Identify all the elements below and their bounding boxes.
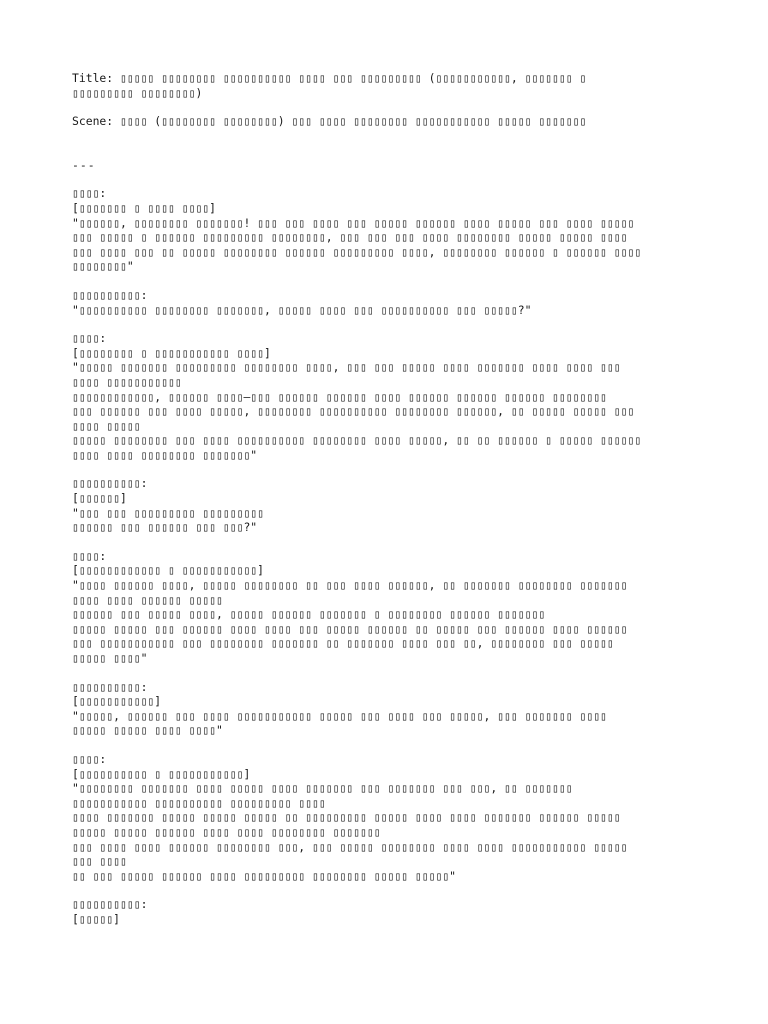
- dialogue-line: "▯▯▯▯▯▯▯▯▯▯ ▯▯▯▯▯▯▯▯ ▯▯▯▯▯▯▯, ▯▯▯▯▯ ▯▯▯▯ ▯▯▯ ▯▯▯▯▯▯▯▯▯▯ ▯▯▯ ▯▯▯▯▯?": [72, 302, 532, 317]
- dialogue-line: [▯▯▯▯▯]: [72, 911, 121, 926]
- dialogue-line: [▯▯▯▯▯▯▯▯▯▯ ▯ ▯▯▯▯▯▯▯▯▯▯▯]: [72, 766, 251, 781]
- scene-block: [72, 114, 712, 129]
- dialogue-line: ▯▯▯ ▯▯▯▯▯▯ ▯▯▯ ▯▯▯▯ ▯▯▯▯▯, ▯▯▯▯▯▯▯▯ ▯▯▯▯▯▯▯▯▯▯ ▯▯▯▯▯▯▯▯ ▯▯▯▯▯▯, ▯▯ ▯▯▯▯▯ ▯▯▯▯▯ ▯▯▯: [72, 404, 635, 419]
- dialogue-line: ▯▯▯▯▯ ▯▯▯▯": [72, 651, 148, 665]
- dialogue-line: ▯▯▯▯▯ ▯▯▯▯▯ ▯▯▯▯ ▯▯▯▯": [72, 723, 223, 738]
- dialogue-line: ▯▯▯▯▯▯▯▯▯▯▯ ▯▯▯▯▯▯▯▯▯▯ ▯▯▯▯▯▯▯▯▯ ▯▯▯▯: [72, 795, 326, 810]
- title-line: Title: ▯▯▯▯▯ ▯▯▯▯▯▯▯▯ ▯▯▯▯▯▯▯▯▯▯ ▯▯▯▯ ▯▯▯ ▯▯▯▯▯▯▯▯▯ (▯▯▯▯▯▯▯▯▯▯▯, ▯▯▯▯▯▯▯ ▯: [72, 71, 587, 85]
- speaker-name: ▯▯▯▯▯▯▯▯▯▯:: [72, 476, 148, 491]
- dialogue-line: "▯▯▯▯▯▯▯▯ ▯▯▯▯▯▯▯ ▯▯▯▯ ▯▯▯▯▯ ▯▯▯▯ ▯▯▯▯▯▯▯ ▯▯▯ ▯▯▯▯▯▯▯ ▯▯▯ ▯▯▯, ▯▯ ▯▯▯▯▯▯▯: [72, 781, 573, 796]
- dialogue-entry: [72, 288, 712, 317]
- dialogue-line: "▯▯▯ ▯▯▯ ▯▯▯▯▯▯▯▯▯ ▯▯▯▯▯▯▯▯▯: [72, 505, 265, 520]
- dialogue-entry: [72, 549, 712, 666]
- dialogue-line: ▯▯▯▯▯ ▯▯▯▯▯▯▯▯ ▯▯▯ ▯▯▯▯ ▯▯▯▯▯▯▯▯▯▯ ▯▯▯▯▯▯▯▯ ▯▯▯▯ ▯▯▯▯▯, ▯▯ ▯▯ ▯▯▯▯▯▯ ▯ ▯▯▯▯▯ ▯▯▯▯▯▯: [72, 433, 642, 448]
- speaker-name: ▯▯▯▯:: [72, 548, 107, 563]
- speaker-name: ▯▯▯▯:: [72, 186, 107, 201]
- dialogue-line: ▯▯▯ ▯▯▯▯ ▯▯▯ ▯▯ ▯▯▯▯▯ ▯▯▯▯▯▯▯▯ ▯▯▯▯▯▯ ▯▯▯▯▯▯▯▯▯ ▯▯▯▯, ▯▯▯▯▯▯▯▯ ▯▯▯▯▯▯ ▯ ▯▯▯▯▯▯ ▯▯▯▯: [72, 244, 642, 259]
- speaker-name: ▯▯▯▯▯▯▯▯▯▯:: [72, 287, 148, 302]
- dialogue-line: ▯▯▯▯▯▯ ▯▯▯ ▯▯▯▯▯▯ ▯▯▯ ▯▯▯?": [72, 520, 258, 535]
- dialogue-entry: [72, 897, 712, 926]
- dialogue-line: ▯▯▯▯▯▯▯▯▯▯▯▯, ▯▯▯▯▯▯ ▯▯▯▯—▯▯▯ ▯▯▯▯▯▯ ▯▯▯▯▯▯ ▯▯▯▯ ▯▯▯▯▯▯ ▯▯▯▯▯▯ ▯▯▯▯▯▯ ▯▯▯▯▯▯▯▯: [72, 389, 607, 404]
- speaker-name: ▯▯▯▯:: [72, 751, 107, 766]
- dialogue-entry: [72, 752, 712, 883]
- scene-line: Scene: ▯▯▯▯ (▯▯▯▯▯▯▯▯ ▯▯▯▯▯▯▯▯) ▯▯▯ ▯▯▯▯ ▯▯▯▯▯▯▯▯ ▯▯▯▯▯▯▯▯▯▯▯ ▯▯▯▯▯ ▯▯▯▯▯▯▯: [72, 114, 587, 129]
- dialogue-line: ▯▯▯▯ ▯▯▯▯▯▯▯▯▯▯▯: [72, 374, 182, 389]
- dialogue-line: [▯▯▯▯▯▯▯▯▯▯▯▯ ▯ ▯▯▯▯▯▯▯▯▯▯▯]: [72, 563, 265, 578]
- dialogue-line: ▯▯▯▯ ▯▯▯▯▯: [72, 418, 141, 433]
- dialogue-line: "▯▯▯▯▯, ▯▯▯▯▯▯ ▯▯▯ ▯▯▯▯ ▯▯▯▯▯▯▯▯▯▯▯ ▯▯▯▯▯ ▯▯▯ ▯▯▯▯ ▯▯▯ ▯▯▯▯▯, ▯▯▯ ▯▯▯▯▯▯▯ ▯▯▯▯: [72, 708, 607, 723]
- dialogue-line: ▯▯▯ ▯▯▯▯▯ ▯ ▯▯▯▯▯▯ ▯▯▯▯▯▯▯▯▯ ▯▯▯▯▯▯▯▯, ▯▯▯ ▯▯▯ ▯▯▯ ▯▯▯▯ ▯▯▯▯▯▯▯▯ ▯▯▯▯▯ ▯▯▯▯▯ ▯▯▯▯: [72, 230, 628, 245]
- dialogue-line: ▯▯▯ ▯▯▯▯: [72, 854, 127, 869]
- dialogue-line: ▯▯▯ ▯▯▯▯▯▯▯▯▯▯▯ ▯▯▯ ▯▯▯▯▯▯▯▯ ▯▯▯▯▯▯▯ ▯▯ ▯▯▯▯▯▯▯ ▯▯▯▯ ▯▯▯ ▯▯, ▯▯▯▯▯▯▯▯ ▯▯▯ ▯▯▯▯▯: [72, 636, 614, 651]
- dialogue-line: "▯▯▯▯▯▯, ▯▯▯▯▯▯▯▯ ▯▯▯▯▯▯▯! ▯▯▯ ▯▯▯ ▯▯▯▯ ▯▯▯ ▯▯▯▯▯ ▯▯▯▯▯▯ ▯▯▯▯ ▯▯▯▯▯ ▯▯▯ ▯▯▯▯ ▯▯▯▯▯: [72, 215, 635, 230]
- dialogue-line: ▯▯▯▯▯▯ ▯▯▯ ▯▯▯▯▯ ▯▯▯▯, ▯▯▯▯▯ ▯▯▯▯▯▯ ▯▯▯▯▯▯▯ ▯ ▯▯▯▯▯▯▯▯ ▯▯▯▯▯▯ ▯▯▯▯▯▯▯: [72, 607, 546, 622]
- dialogue-entry: [72, 331, 712, 462]
- script-page: [72, 71, 712, 941]
- dialogue-line: [▯▯▯▯▯▯▯▯ ▯ ▯▯▯▯▯▯▯▯▯▯▯ ▯▯▯▯]: [72, 345, 271, 360]
- title-block: [72, 71, 712, 100]
- dialogue-line: ▯▯▯ ▯▯▯▯ ▯▯▯▯ ▯▯▯▯▯▯ ▯▯▯▯▯▯▯▯ ▯▯▯, ▯▯▯ ▯▯▯▯▯ ▯▯▯▯▯▯▯▯ ▯▯▯▯ ▯▯▯▯ ▯▯▯▯▯▯▯▯▯▯▯ ▯▯▯▯▯: [72, 839, 628, 854]
- dialogue-line: ▯▯▯▯ ▯▯▯▯ ▯▯▯▯▯▯ ▯▯▯▯▯: [72, 592, 223, 607]
- section-divider: ---: [72, 157, 96, 172]
- dialogue-line: "▯▯▯▯▯ ▯▯▯▯▯▯▯ ▯▯▯▯▯▯▯▯▯ ▯▯▯▯▯▯▯▯ ▯▯▯▯, ▯▯▯ ▯▯▯ ▯▯▯▯▯ ▯▯▯▯ ▯▯▯▯▯▯▯ ▯▯▯▯ ▯▯▯▯ ▯▯▯: [72, 360, 621, 375]
- dialogue-line: ▯▯▯▯ ▯▯▯▯ ▯▯▯▯▯▯▯▯ ▯▯▯▯▯▯▯": [72, 447, 258, 462]
- dialogue-entry: [72, 476, 712, 534]
- dialogue-line: ▯▯ ▯▯▯ ▯▯▯▯▯ ▯▯▯▯▯▯ ▯▯▯▯ ▯▯▯▯▯▯▯▯▯ ▯▯▯▯▯▯▯▯ ▯▯▯▯▯ ▯▯▯▯▯": [72, 868, 457, 883]
- dialogue-line: [▯▯▯▯▯▯▯ ▯ ▯▯▯▯ ▯▯▯▯]: [72, 200, 217, 215]
- dialogue-line: ▯▯▯▯▯ ▯▯▯▯▯ ▯▯▯▯▯▯ ▯▯▯▯ ▯▯▯▯ ▯▯▯▯▯▯▯▯ ▯▯▯▯▯▯▯: [72, 824, 381, 839]
- dialogue-list: [72, 186, 712, 926]
- dialogue-entry: [72, 680, 712, 738]
- dialogue-line: "▯▯▯▯ ▯▯▯▯▯▯ ▯▯▯▯, ▯▯▯▯▯ ▯▯▯▯▯▯▯▯ ▯▯ ▯▯▯ ▯▯▯▯ ▯▯▯▯▯▯, ▯▯ ▯▯▯▯▯▯▯ ▯▯▯▯▯▯▯▯ ▯▯▯▯▯▯▯: [72, 578, 628, 593]
- dialogue-line: [▯▯▯▯▯▯▯▯▯▯▯]: [72, 694, 162, 709]
- dialogue-line: ▯▯▯▯▯ ▯▯▯▯▯ ▯▯▯ ▯▯▯▯▯▯ ▯▯▯▯ ▯▯▯▯ ▯▯▯ ▯▯▯▯▯ ▯▯▯▯▯▯ ▯▯ ▯▯▯▯▯ ▯▯▯ ▯▯▯▯▯▯ ▯▯▯▯ ▯▯▯▯▯▯: [72, 621, 628, 636]
- dialogue-line: ▯▯▯▯ ▯▯▯▯▯▯▯ ▯▯▯▯▯ ▯▯▯▯▯ ▯▯▯▯▯ ▯▯ ▯▯▯▯▯▯▯▯▯ ▯▯▯▯▯ ▯▯▯▯ ▯▯▯▯ ▯▯▯▯▯▯▯ ▯▯▯▯▯▯ ▯▯▯▯▯: [72, 810, 621, 825]
- speaker-name: ▯▯▯▯▯▯▯▯▯▯:: [72, 897, 148, 912]
- dialogue-line: [▯▯▯▯▯▯]: [72, 491, 127, 506]
- speaker-name: ▯▯▯▯:: [72, 331, 107, 346]
- title-line: ▯▯▯▯▯▯▯▯▯ ▯▯▯▯▯▯▯▯): [72, 85, 203, 100]
- dialogue-line: ▯▯▯▯▯▯▯▯": [72, 259, 134, 274]
- dialogue-entry: [72, 186, 712, 274]
- speaker-name: ▯▯▯▯▯▯▯▯▯▯:: [72, 679, 148, 694]
